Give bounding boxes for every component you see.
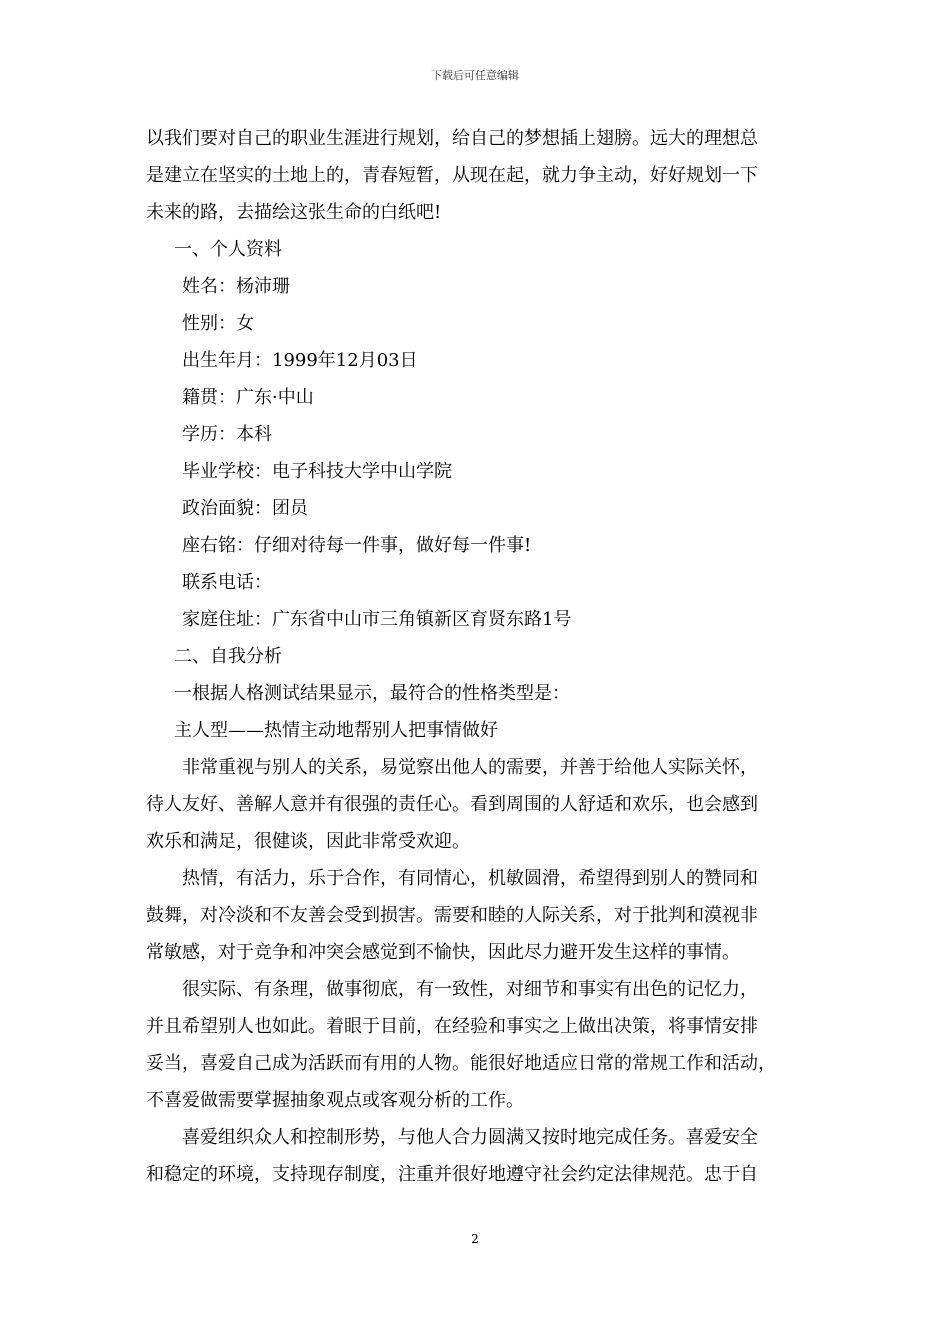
page-header: 下载后可任意编辑 bbox=[431, 69, 519, 82]
intro-line: 未来的路，去描绘这张生命的白纸吧! bbox=[146, 202, 442, 223]
paragraph-line: 欢乐和满足，很健谈，因此非常受欢迎。 bbox=[146, 831, 470, 852]
paragraph bbox=[146, 860, 811, 971]
paragraph-line: 很实际、有条理，做事彻底，有一致性，对细节和事实有出色的记忆力， bbox=[182, 979, 758, 1000]
personality-result-intro: 一根据人格测试结果显示，最符合的性格类型是： bbox=[174, 683, 570, 704]
page-number: 2 bbox=[471, 1232, 479, 1246]
paragraph-line: 常敏感，对于竞争和冲突会感觉到不愉快，因此尽力避开发生这样的事情。 bbox=[146, 942, 740, 963]
paragraph bbox=[146, 1119, 811, 1193]
field-school: 毕业学校：电子科技大学中山学院 bbox=[182, 461, 452, 482]
personality-type: 主人型——热情主动地帮别人把事情做好 bbox=[174, 720, 498, 741]
document-body bbox=[146, 120, 811, 1193]
field-address: 家庭住址：广东省中山市三角镇新区育贤东路1号 bbox=[182, 609, 572, 630]
paragraph-line: 和稳定的环境，支持现存制度，注重并很好地遵守社会约定法律规范。忠于自 bbox=[146, 1164, 758, 1185]
field-political-status: 政治面貌：团员 bbox=[182, 498, 308, 519]
field-gender: 性别：女 bbox=[182, 313, 254, 334]
paragraph-line: 待人友好、善解人意并有很强的责任心。看到周围的人舒适和欢乐，也会感到 bbox=[146, 794, 758, 815]
paragraph-line: 非常重视与别人的关系，易觉察出他人的需要，并善于给他人实际关怀， bbox=[182, 757, 758, 778]
paragraph bbox=[146, 749, 811, 860]
paragraph-line: 不喜爱做需要掌握抽象观点或客观分析的工作。 bbox=[146, 1090, 524, 1111]
field-phone: 联系电话： bbox=[182, 572, 272, 593]
field-name: 姓名：杨沛珊 bbox=[182, 276, 290, 297]
field-education: 学历：本科 bbox=[182, 424, 272, 445]
paragraph-line: 妥当，喜爱自己成为活跃而有用的人物。能很好地适应日常的常规工作和活动， bbox=[146, 1053, 776, 1074]
section-heading-self-analysis: 二、自我分析 bbox=[174, 646, 282, 667]
paragraph-line: 喜爱组织众人和控制形势，与他人合力圆满又按时地完成任务。喜爱安全 bbox=[182, 1127, 758, 1148]
field-hometown: 籍贯：广东·中山 bbox=[182, 387, 314, 408]
field-birthdate: 出生年月：1999年12月03日 bbox=[182, 350, 418, 371]
paragraph-line: 并且希望别人也如此。着眼于目前，在经验和事实之上做出决策，将事情安排 bbox=[146, 1016, 758, 1037]
intro-line: 以我们要对自己的职业生涯进行规划，给自己的梦想插上翅膀。远大的理想总 bbox=[146, 128, 758, 149]
paragraph bbox=[146, 971, 811, 1119]
section-heading-personal-info: 一、个人资料 bbox=[174, 239, 282, 260]
intro-line: 是建立在坚实的土地上的，青春短暂，从现在起，就力争主动，好好规划一下 bbox=[146, 165, 758, 186]
paragraph-line: 鼓舞，对冷淡和不友善会受到损害。需要和睦的人际关系，对于批判和漠视非 bbox=[146, 905, 758, 926]
paragraph-line: 热情，有活力，乐于合作，有同情心，机敏圆滑，希望得到别人的赞同和 bbox=[182, 868, 758, 889]
field-motto: 座右铭：仔细对待每一件事，做好每一件事! bbox=[182, 535, 532, 556]
